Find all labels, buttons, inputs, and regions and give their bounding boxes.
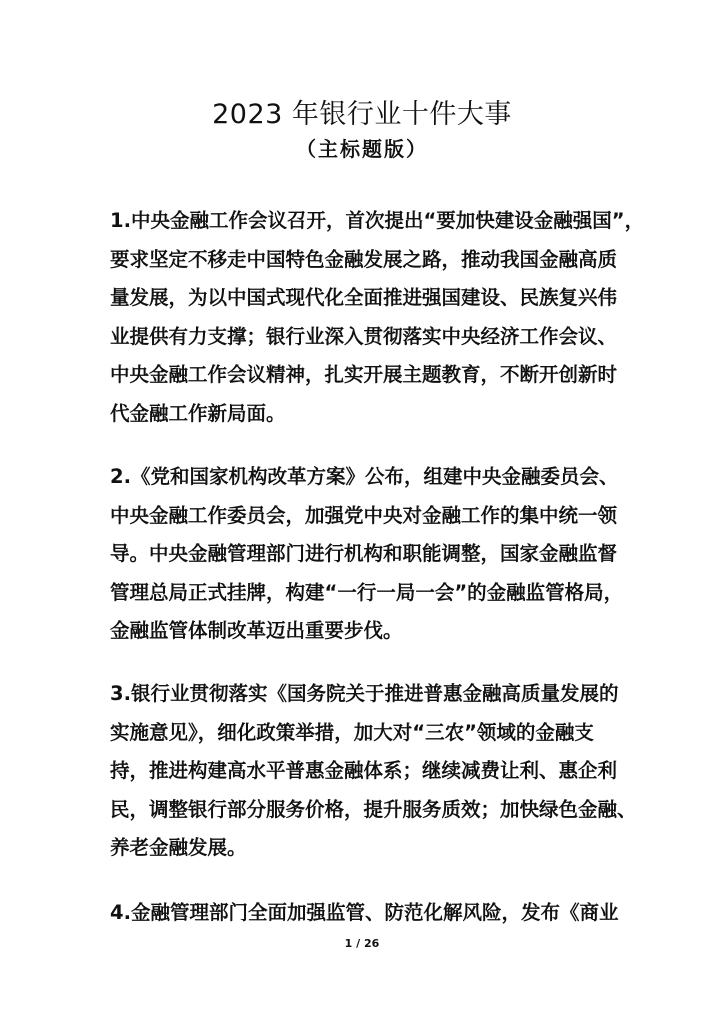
paragraph-line: 中央金融工作委员会，加强党中央对金融工作的集中统一领: [110, 503, 618, 527]
paragraph-line: 业提供有力支撑；银行业深入贯彻落实中央经济工作会议、: [110, 324, 618, 348]
document-subtitle: （主标题版）: [296, 137, 428, 161]
paragraph-line: 养老金融发展。: [110, 836, 247, 859]
paragraph-3: [110, 675, 637, 868]
paragraph-line: 金融监管体制改革迈出重要步伐。: [110, 619, 403, 642]
paragraph-2: [110, 458, 624, 651]
paragraph-4: [110, 894, 620, 933]
paragraph-line: 导。中央金融管理部门进行机构和职能调整，国家金融监督: [110, 542, 618, 565]
paragraph-line: 量发展，为以中国式现代化全面推进强国建设、民族复兴伟: [110, 286, 618, 309]
paragraph-line: 中央金融工作会议精神，扎实开展主题教育，不断开创新时: [110, 363, 618, 386]
paragraph-line: 代金融工作新局面。: [110, 401, 286, 425]
paragraph-line: 民，调整银行部分服务价格，提升服务质效；加快绿色金融、: [110, 797, 637, 821]
paragraph-line: 1.中央金融工作会议召开，首次提出“要加快建设金融强国”，: [110, 209, 645, 232]
paragraph-line: 实施意见》，细化政策举措，加大对“三农”领域的金融支: [110, 720, 594, 744]
paragraph-line: 4.金融管理部门全面加强监管、防范化解风险，发布《商业: [110, 901, 619, 924]
paragraph-line: 要求坚定不移走中国特色金融发展之路，推动我国金融高质: [110, 247, 618, 271]
page-number: 1 / 26: [344, 937, 380, 950]
paragraph-line: 3.银行业贯彻落实《国务院关于推进普惠金融高质量发展的: [110, 682, 619, 705]
paragraph-line: 持，推进构建高水平普惠金融体系；继续减费让利、惠企利: [110, 759, 618, 782]
paragraph-line: 管理总局正式挂牌，构建“一行一局一会”的金融监管格局，: [110, 580, 624, 604]
paragraph-line: 2.《党和国家机构改革方案》公布，组建中央金融委员会、: [110, 465, 619, 488]
paragraph-1: [110, 202, 645, 433]
document-title: 2023 年银行业十件大事: [212, 99, 512, 130]
